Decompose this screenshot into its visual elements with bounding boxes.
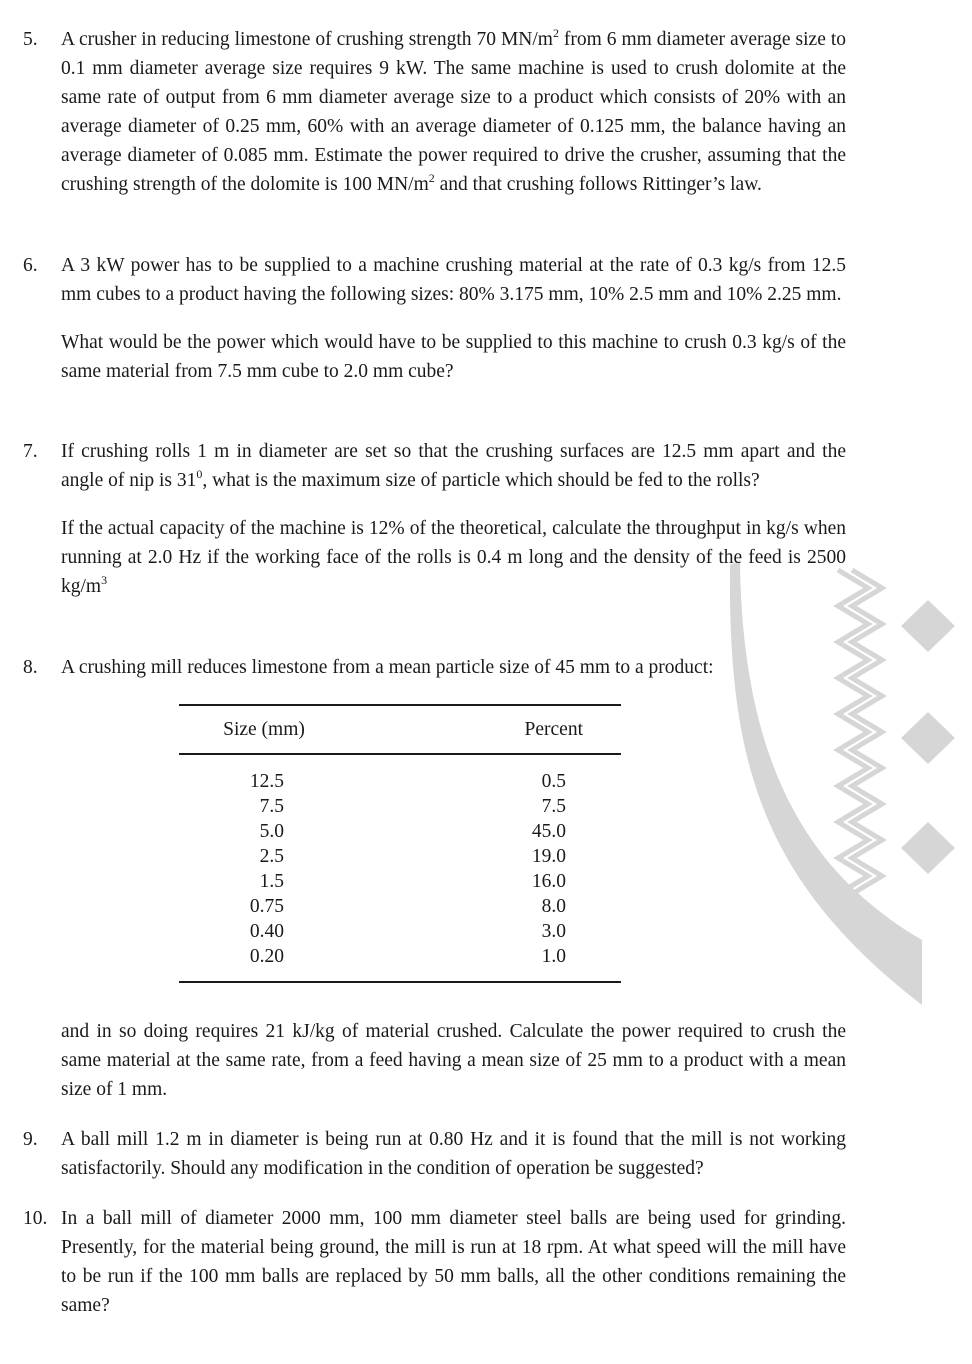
- table-row: [179, 944, 621, 969]
- table-cell: 7.5: [259, 795, 284, 817]
- question-8-continued: [23, 1017, 846, 1104]
- question-text: What would be the power which would have to be supplied to this machine to crush 0.3 kg/s of the same material from 7.5 mm cube to 2.0 mm cube?: [61, 332, 846, 382]
- question-text: If the actual capacity of the machine is 12% of the theoretical, calculate the throughput in kg/s when running at 2.0 Hz if the working face of the rolls is 0.4 m long and the density of the feed is 2500 $kg/m^3$: [61, 518, 846, 597]
- table-row: [179, 919, 621, 944]
- table-cell: 3.0: [541, 920, 566, 942]
- question-number: 8.: [23, 657, 38, 678]
- table-cell: 16.0: [531, 870, 566, 892]
- table-row: [179, 819, 621, 844]
- table-cell: 0.75: [249, 895, 284, 917]
- table-header-row: [179, 706, 621, 753]
- watermark-curve: [730, 560, 922, 1005]
- table-row: [179, 869, 621, 894]
- question-number: 9.: [23, 1129, 38, 1150]
- question-text: A ball mill 1.2 m in diameter is being run at 0.80 Hz and it is found that the mill is not working satisfactorily. Should any modification in the condition of operation be suggested?: [61, 1129, 846, 1179]
- table-row: [179, 794, 621, 819]
- table-cell: 8.0: [541, 895, 566, 917]
- table-cell: 12.5: [249, 770, 284, 792]
- table-cell: 0.20: [249, 945, 284, 967]
- size-distribution-table: [179, 704, 621, 983]
- table-cell: 1.5: [259, 870, 284, 892]
- question-text: A crushing mill reduces limestone from a mean particle size of 45 mm to a product:: [61, 657, 714, 678]
- table-cell: 0.40: [249, 920, 284, 942]
- table-cell: 2.5: [259, 845, 284, 867]
- table-row: [179, 844, 621, 869]
- table-bottom-rule: [179, 981, 621, 983]
- column-header-size: Size (mm): [223, 719, 305, 740]
- watermark-diamond: [901, 822, 955, 874]
- question-8: [23, 653, 846, 682]
- table-cell: 45.0: [531, 820, 566, 842]
- question-text: In a ball mill of diameter 2000 mm, 100 mm diameter steel balls are being used for grinding. Presently, for the material being ground, the mill is run at 18 rpm. At what speed will the mill have to be run if the 100 mm balls are replaced by 50 mm balls, all the other conditions remaining the same?: [61, 1208, 846, 1316]
- table-body: [179, 755, 621, 981]
- watermark-zigzag: [838, 570, 882, 894]
- question-number: 10.: [23, 1208, 48, 1229]
- question-10: [23, 1204, 846, 1320]
- watermark-diamond: [901, 712, 955, 764]
- watermark-diamond: [901, 600, 955, 652]
- column-header-percent: Percent: [524, 719, 583, 740]
- question-number: 7.: [23, 441, 38, 462]
- table-row: [179, 769, 621, 794]
- question-text: A crusher in reducing limestone of crushing strength 70 $MN/m^2$ from 6 mm diameter average size to 0.1 mm diameter average size requires 9 kW. The same machine is used to crush dolomite at the same rate of output from 6 mm diameter average size to a product which consists of 20% with an average diameter of 0.25 mm, 60% with an average diameter of 0.125 mm, the balance having an average diameter of 0.085 mm. Estimate the power required to drive the crusher, assuming that the crushing strength of the dolomite is 100 $MN/m^2$ and that crushing follows Rittinger’s law.: [61, 25, 846, 195]
- table-cell: 7.5: [541, 795, 566, 817]
- question-text: and in so doing requires 21 kJ/kg of material crushed. Calculate the power required to crush the same material at the same rate, from a feed having a mean size of 25 mm to a product with a mean size of 1 mm.: [61, 1021, 846, 1100]
- question-number: 6.: [23, 255, 38, 276]
- table-cell: 0.5: [541, 770, 566, 792]
- table-cell: 1.0: [541, 945, 566, 967]
- question-9: [23, 1125, 846, 1183]
- question-text: A 3 kW power has to be supplied to a machine crushing material at the rate of 0.3 kg/s from 12.5 mm cubes to a product having the following sizes: 80% 3.175 mm, 10% 2.5 mm and 10% 2.25 mm.: [61, 255, 846, 305]
- question-7: [23, 437, 846, 601]
- question-text: If crushing rolls 1 m in diameter are set so that the crushing surfaces are 12.5 mm apart and the angle of nip is $31^0$, what is the maximum size of particle which should be fed to the rolls?: [61, 441, 846, 491]
- table-row: [179, 894, 621, 919]
- table-cell: 19.0: [531, 845, 566, 867]
- question-6: [23, 251, 846, 386]
- question-number: 5.: [23, 29, 38, 50]
- question-5: [23, 25, 846, 199]
- table-cell: 5.0: [259, 820, 284, 842]
